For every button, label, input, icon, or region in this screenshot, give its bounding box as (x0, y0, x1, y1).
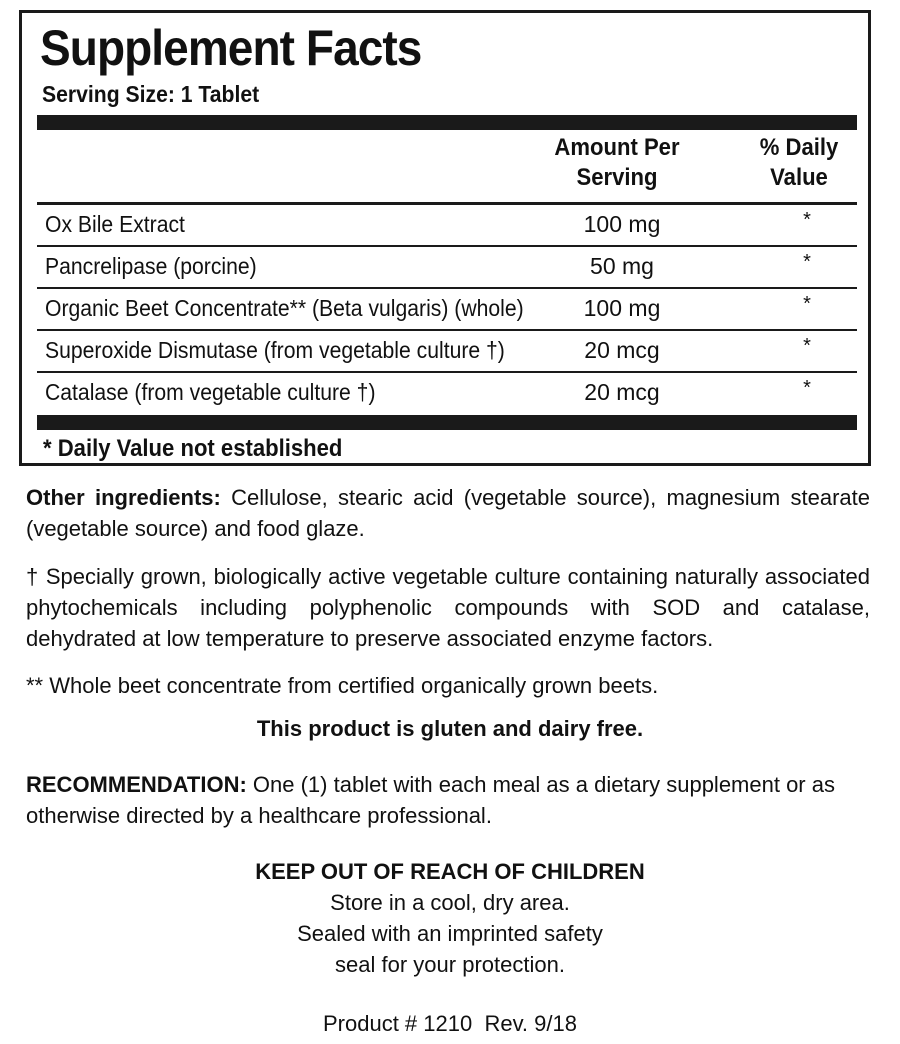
supplement-facts-panel (19, 10, 871, 466)
other-ingredients-text: Cellulose, stearic acid (vegetable source), magnesium stearate (vegetable source) and food glaze. (26, 485, 870, 541)
bottom-divider-bar (37, 415, 857, 430)
gluten-dairy-free-statement: This product is gluten and dairy free. (256, 716, 644, 741)
nutrient-amount: 100 mg (583, 211, 661, 237)
nutrient-name: Pancrelipase (porcine) (45, 253, 257, 279)
amount-per-serving-header (548, 133, 686, 193)
product-number: Product # 1210 Rev. 9/18 (323, 1011, 577, 1036)
recommendation-text: One (1) tablet with each meal as a dietary supplement or as otherwise directed by a healthcare professional. (26, 772, 835, 828)
daily-value-header (739, 133, 859, 193)
serving-size: Serving Size: 1 Tablet (42, 81, 260, 107)
keep-out-of-reach-warning: KEEP OUT OF REACH OF CHILDREN (255, 859, 645, 884)
nutrient-name: Organic Beet Concentrate** (Beta vulgaris) (whole) (45, 295, 524, 321)
nutrient-row (37, 247, 857, 289)
nutrient-daily-value: * (803, 209, 811, 231)
amount-header-line2: Serving (576, 164, 658, 191)
nutrient-amount: 20 mcg (584, 379, 660, 405)
dv-header-line2: Value (770, 164, 828, 191)
nutrient-daily-value: * (803, 293, 811, 315)
dagger-footnote: † Specially grown, biologically active vegetable culture containing naturally associated phytochemicals including polyphenolic compounds with SOD and catalase, dehydrated at low temperature to preserve associated enzyme factors. (26, 564, 870, 651)
nutrient-amount: 100 mg (583, 295, 661, 321)
nutrient-row (37, 205, 857, 247)
seal-note-line1: Sealed with an imprinted safety (297, 921, 603, 946)
dv-header-line1: % Daily (759, 134, 839, 161)
warning-block (0, 856, 900, 980)
nutrient-name: Superoxide Dismutase (from vegetable culture †) (45, 337, 505, 363)
nutrient-amount: 20 mcg (584, 337, 660, 363)
panel-title: Supplement Facts (40, 20, 422, 76)
recommendation-label: RECOMMENDATION: (26, 772, 247, 797)
amount-header-line1: Amount Per (554, 134, 680, 161)
other-ingredients (26, 482, 870, 544)
nutrient-name: Catalase (from vegetable culture †) (45, 379, 376, 405)
nutrient-row (37, 331, 857, 373)
nutrient-row (37, 289, 857, 331)
other-ingredients-label: Other ingredients: (26, 485, 221, 510)
nutrient-amount: 50 mg (590, 253, 654, 279)
nutrient-daily-value: * (803, 335, 811, 357)
top-divider-bar (37, 115, 857, 130)
daily-value-footnote: * Daily Value not established (43, 435, 343, 462)
storage-instruction: Store in a cool, dry area. (330, 890, 570, 915)
nutrient-row (37, 373, 857, 415)
nutrient-daily-value: * (803, 377, 811, 399)
recommendation (26, 769, 870, 831)
nutrient-name: Ox Bile Extract (45, 211, 185, 237)
beet-footnote: ** Whole beet concentrate from certified organically grown beets. (26, 673, 659, 698)
seal-note-line2: seal for your protection. (335, 952, 565, 977)
nutrient-daily-value: * (803, 251, 811, 273)
